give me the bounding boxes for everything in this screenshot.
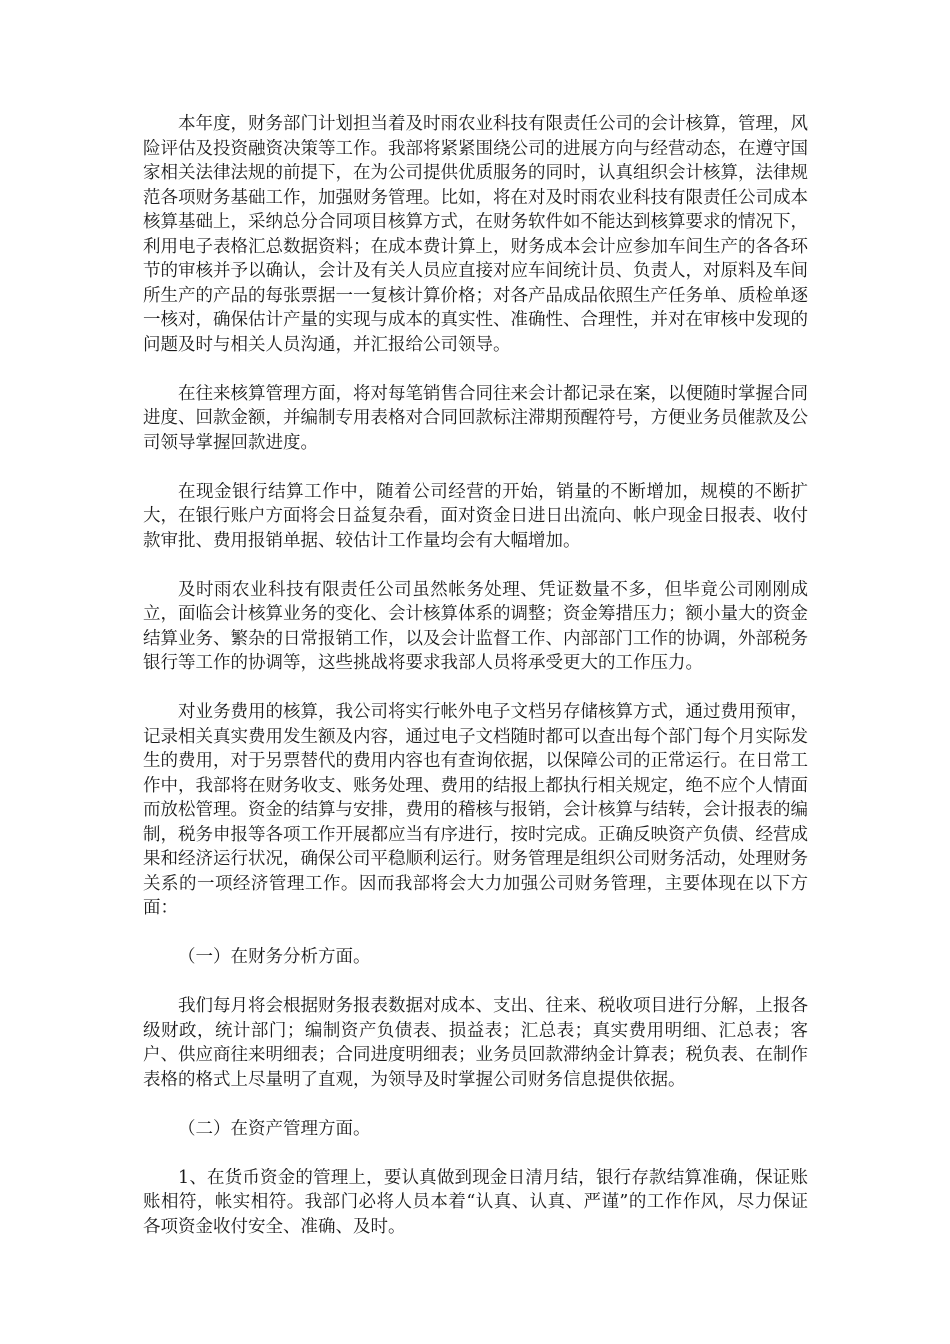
paragraph-financial-analysis: 我们每月将会根据财务报表数据对成本、支出、往来、税收项目进行分解，上报各级财政，统计部门；编制资产负债表、损益表；汇总表；真实费用明细、汇总表；客户、供应商往来明细表；合同进度明细表；业务员回款滞纳金计算表；税负表、在制作表格的格式上尽量明了直观，为领导及时掌握公司财务信息提供依据。 [143, 996, 808, 1090]
paragraph-cash-management: 1、在货币资金的管理上，要认真做到现金日清月结，银行存款结算准确，保证账账相符，帐实相符。我部门必将人员本着“认真、认真、严谨”的工作作风，尽力保证各项资金收付安全、准确、及时。 [143, 1167, 808, 1237]
section-heading-asset-management: （二）在资产管理方面。 [178, 1118, 371, 1139]
document-body [143, 112, 808, 1264]
paragraph-annual-plan: 本年度，财务部门计划担当着及时雨农业科技有限责任公司的会计核算，管理，风险评估及投资融资决策等工作。我部将紧紧围绕公司的进展方向与经营动态，在遵守国家相关法律法规的前提下，在为公司提供优质服务的同时，认真组织会计核算，法律规范各项财务基础工作，加强财务管理。比如，将在对及时雨农业科技有限责任公司成本核算基础上，采纳总分合同项目核算方式，在财务软件如不能达到核算要求的情况下，利用电子表格汇总数据资料；在成本费计算上，财务成本会计应参加车间生产的各各环节的审核并予以确认，会计及有关人员应直接对应车间统计员、负责人，对原料及车间所生产的产品的每张票据一一复核计算价格；对各产品成品依照生产任务单、质检单逐一核对，确保估计产量的实现与成本的真实性、准确性、合理性，并对在审核中发现的问题及时与相关人员沟通，并汇报给公司领导。 [143, 114, 808, 355]
paragraph-receivables: 在往来核算管理方面，将对每笔销售合同往来会计都记录在案，以便随时掌握合同进度、回款金额，并编制专用表格对合同回款标注滞期预醒符号，方便业务员催款及公司领导掌握回款进度。 [143, 383, 808, 453]
paragraph-cash-bank: 在现金银行结算工作中，随着公司经营的开始，销量的不断增加，规模的不断扩大，在银行账户方面将会日益复杂看，面对资金日进日出流向、帐户现金日报表、收付款审批、费用报销单据、较估计工作量均会有大幅增加。 [143, 481, 808, 551]
section-heading-financial-analysis: （一）在财务分析方面。 [178, 947, 371, 967]
paragraph-expense-accounting: 对业务费用的核算，我公司将实行帐外电子文档另存储核算方式，通过费用预审，记录相关真实费用发生额及内容，通过电子文档随时都可以查出每个部门每个月实际发生的费用，对于另票替代的费用内容也有查询依据，以保障公司的正常运行。在日常工作中，我部将在财务收支、账务处理、费用的结报上都执行相关规定，绝不应个人情面而放松管理。资金的结算与安排，费用的稽核与报销，会计核算与结转，会计报表的编制，税务申报等各项工作开展都应当有序进行，按时完成。正确反映资产负债、经营成果和经济运行状况，确保公司平稳顺利运行。财务管理是组织公司财务活动，处理财务关系的一项经济管理工作。因而我部将会大力加强公司财务管理，主要体现在以下方面： [143, 702, 808, 918]
paragraph-challenges: 及时雨农业科技有限责任公司虽然帐务处理、凭证数量不多，但毕竟公司刚刚成立，面临会计核算业务的变化、会计核算体系的调整；资金筹措压力；额小量大的资金结算业务、繁杂的日常报销工作，以及会计监督工作、内部部门工作的协调，外部税务银行等工作的协调等，这些挑战将要求我部人员将承受更大的工作压力。 [143, 579, 808, 673]
